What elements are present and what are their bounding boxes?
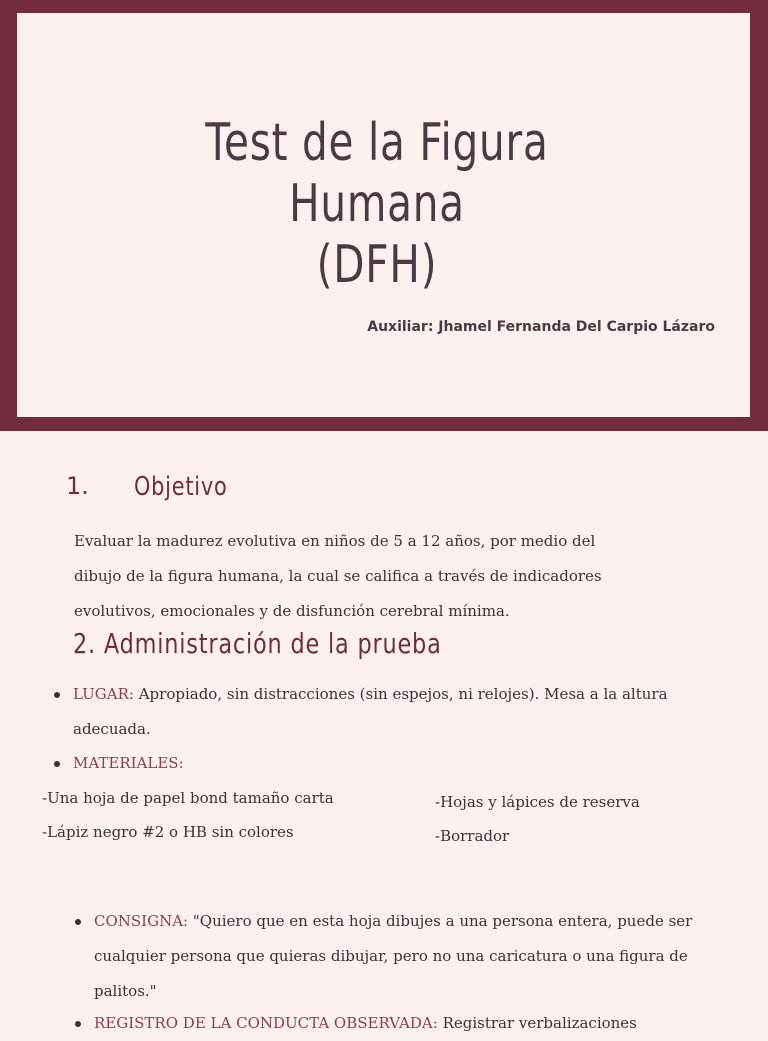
bullet-dot (54, 761, 60, 767)
lugar-label: LUGAR: (73, 685, 134, 703)
title-slide-frame (0, 0, 768, 431)
title-line-3: (DFH) (316, 235, 438, 295)
title-line-2: Humana (289, 174, 465, 234)
title-line-1: Test de la Figura (205, 113, 549, 173)
objective-paragraph (74, 524, 714, 629)
consigna-line-1 (94, 904, 754, 939)
objective-line-3: evolutivos, emocionales y de disfunción cerebral mínima. (74, 602, 510, 620)
registro-label: REGISTRO DE LA CONDUCTA OBSERVADA: (94, 1014, 438, 1032)
objective-line-2: dibujo de la figura humana, la cual se califica a través de indicadores (74, 567, 602, 585)
section-1-number: 1. (66, 472, 89, 500)
consigna-label: CONSIGNA: (94, 912, 189, 930)
bullet-consigna (94, 904, 754, 1009)
lugar-text: Apropiado, sin distracciones (sin espejos, ni relojes). Mesa a la altura (133, 685, 668, 703)
bullet-dot (54, 692, 60, 698)
consigna-text: "Quiero que en esta hoja dibujes a una persona entera, puede ser (188, 912, 693, 930)
consigna-line-3: palitos." (94, 982, 157, 1000)
materiales-label: MATERIALES: (73, 754, 184, 772)
bullet-materiales (73, 746, 184, 781)
bullet-lugar (73, 677, 733, 747)
material-item: -Una hoja de papel bond tamaño carta (42, 789, 334, 807)
objective-line-1: Evaluar la madurez evolutiva en niños de 5 a 12 años, por medio del (74, 532, 596, 550)
consigna-line-2: cualquier persona que quieras dibujar, pero no una caricatura o una figura de (94, 947, 688, 965)
material-item: -Borrador (435, 827, 510, 845)
registro-text: Registrar verbalizaciones (437, 1014, 637, 1032)
bullet-dot (75, 919, 81, 925)
page-title (96, 113, 658, 296)
lugar-line-1 (73, 677, 733, 712)
lugar-line-2: adecuada. (73, 720, 151, 738)
material-item: -Hojas y lápices de reserva (435, 793, 640, 811)
title-slide-content (17, 13, 750, 417)
author-credit: Auxiliar: Jhamel Fernanda Del Carpio Lázaro (367, 319, 715, 335)
bullet-dot (75, 1021, 81, 1027)
section-2-heading: 2. Administración de la prueba (73, 627, 442, 660)
section-1-heading: Objetivo (134, 472, 228, 502)
material-item: -Lápiz negro #2 o HB sin colores (42, 823, 294, 841)
